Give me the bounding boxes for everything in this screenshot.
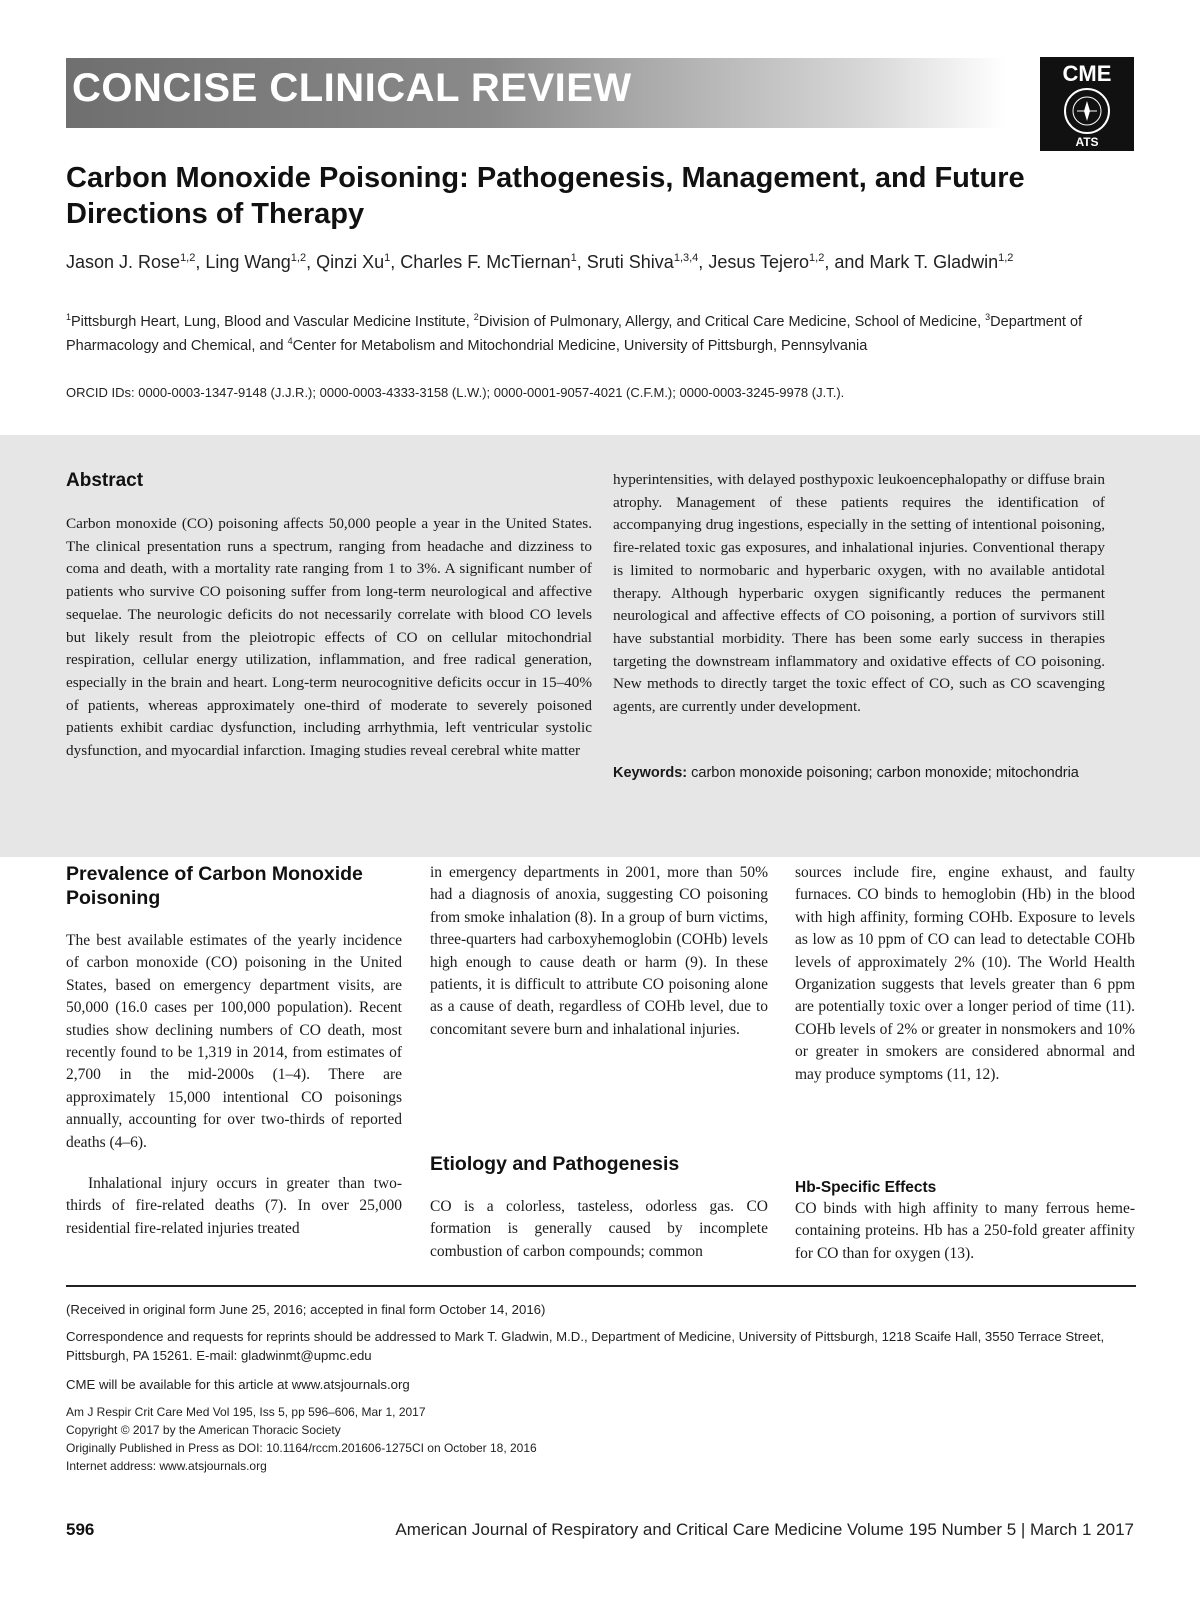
author: Ling Wang$^{1,2}$, <box>205 252 317 272</box>
internet-address: Internet address: www.atsjournals.org <box>66 1459 267 1473</box>
doi-line: Originally Published in Press as DOI: 10.1164/rccm.201606-1275CI on October 18, 2016 <box>66 1441 537 1455</box>
paragraph: Inhalational injury occurs in greater than two-thirds of fire-related deaths (7). In over 25,000 residential fire-related injuries treated <box>66 1175 402 1237</box>
section-heading-etiology: Etiology and Pathogenesis <box>430 1153 680 1175</box>
section-heading-prevalence: Prevalence of Carbon Monoxide Poisoning <box>66 863 363 909</box>
citation-line: Am J Respir Crit Care Med Vol 195, Iss 5, pp 596–606, Mar 1, 2017 <box>66 1405 426 1419</box>
footnote-divider <box>66 1285 1136 1287</box>
abstract-text-col2: hyperintensities, with delayed posthypoxic leukoencephalopathy or diffuse brain atrophy. Management of these patients requires the identification of accompanying drug ingestions, especially in the setting of intentional poisoning, fire-related toxic gas exposures, and inhalational injuries. Conventional therapy is limited to normobaric and hyperbaric oxygen, with no available antidotal therapy. Although hyperbaric oxygen significantly reduces the permanent neurological and affective effects of CO poisoning, a portion of survivors still have substantial morbidity. There has been some early success in therapies targeting the downstream inflammatory and oxidative effects of CO poisoning. New methods to directly target the toxic effect of CO, such as CO scavenging agents, are currently under development. <box>613 471 1105 716</box>
paragraph: in emergency departments in 2001, more than 50% had a diagnosis of anoxia, suggesting CO poisoning from smoke inhalation (8). In a group of burn victims, three-quarters had carboxyhemoglobin (COHb) levels high enough to cause death or harm (9). In these patients, it is difficult to attribute CO poisoning alone as a cause of death, regardless of COHb level, due to concomitant severe burn and inhalational injuries. <box>430 864 768 1038</box>
keywords <box>613 762 1105 785</box>
keywords-list: carbon monoxide poisoning; carbon monoxide; mitochondria <box>687 765 1079 781</box>
paragraph: CO is a colorless, tasteless, odorless gas. CO formation is generally caused by incomplete combustion of carbon compounds; common <box>430 1198 768 1260</box>
section-banner <box>66 58 1006 128</box>
article-title: Carbon Monoxide Poisoning: Pathogenesis, Management, and Future Directions of Therapy <box>66 162 1025 230</box>
author: Charles F. McTiernan$^1$, <box>400 252 587 272</box>
author: Qinzi Xu$^1$, <box>316 252 401 272</box>
svg-text:ATS: ATS <box>1075 135 1099 149</box>
received-dates: (Received in original form June 25, 2016; accepted in final form October 14, 2016) <box>66 1302 546 1317</box>
author: Jason J. Rose$^{1,2}$, <box>66 252 206 272</box>
banner-label: CONCISE CLINICAL REVIEW <box>72 66 632 110</box>
page-number: 596 <box>66 1520 95 1539</box>
keywords-label: Keywords: <box>613 765 688 781</box>
cme-ats-logo <box>1040 57 1134 151</box>
paragraph: The best available estimates of the yearly incidence of carbon monoxide (CO) poisoning in the United States, based on emergency department visits, are 50,000 (16.0 cases per 100,000 population). Recent studies show declining numbers of CO death, most recently found to be 1,319 in 2014, from estimates of 2,700 in the mid-2000s (1–4). There are approximately 15,000 intentional CO poisonings annually, accounting for over two-thirds of reported deaths (4–6). <box>66 932 402 1151</box>
subsection-heading: Hb-Specific Effects <box>795 1179 937 1196</box>
copyright-line: Copyright © 2017 by the American Thoracic Society <box>66 1423 341 1437</box>
affiliations: $^1$Pittsburgh Heart, Lung, Blood and Vascular Medicine Institute, $^2$Division of Pulmonary, Allergy, and Critical Care Medicine, School of Medicine, $^3$Department of Pharmacology and Chemical, and $^4$Center for Metabolism and Mitochondrial Medicine, University of Pittsburgh, Pennsylvania <box>66 312 1083 354</box>
paragraph: CO binds with high affinity to many ferrous heme-containing proteins. Hb has a 250-fold greater affinity for CO than for oxygen (13). <box>795 1200 1135 1262</box>
abstract-heading: Abstract <box>66 470 144 491</box>
journal-footer: American Journal of Respiratory and Critical Care Medicine Volume 195 Number 5 | March 1 2017 <box>395 1520 1134 1539</box>
orcid-ids: ORCID IDs: 0000-0003-1347-9148 (J.J.R.); 0000-0003-4333-3158 (L.W.); 0000-0001-9057-4021 (C.F.M.); 0000-0003-3245-9978 (J.T.). <box>66 385 845 400</box>
author: Sruti Shiva$^{1,3,4}$, <box>586 252 709 272</box>
cme-note: CME will be available for this article at www.atsjournals.org <box>66 1377 410 1392</box>
correspondence-note: Correspondence and requests for reprints should be addressed to Mark T. Gladwin, M.D., Department of Medicine, University of Pittsburgh, 1218 Scaife Hall, 3550 Terrace Street, Pittsburgh, PA 15261. E-mail: gladwinmt@upmc.edu <box>66 1329 1105 1363</box>
author: Mark T. Gladwin$^{1,2}$ <box>869 252 1014 272</box>
author-list <box>66 246 1086 275</box>
author: Jesus Tejero$^{1,2}$, and <box>708 252 870 272</box>
paragraph: sources include fire, engine exhaust, and faulty furnaces. CO binds to hemoglobin (Hb) in the blood with high affinity, forming COHb. Exposure to levels as low as 10 ppm of CO can lead to detectable COHb levels of approximately 2% (10). The World Health Organization suggests that levels greater than 6 ppm are potentially toxic over a longer period of time (11). COHb levels of 2% or greater in nonsmokers and 10% or greater in smokers are considered abnormal and may produce symptoms (11, 12). <box>795 864 1135 1083</box>
abstract-text-col1: Carbon monoxide (CO) poisoning affects 50,000 people a year in the United States. The clinical presentation runs a spectrum, ranging from headache and dizziness to coma and death, with a mortality rate ranging from 1 to 3%. A significant number of patients who survive CO poisoning suffer from long-term neurological and affective sequelae. The neurologic deficits do not necessarily correlate with blood CO levels but likely result from the pleiotropic effects of CO on cellular mitochondrial respiration, cellular energy utilization, inflammation, and free radical generation, especially in the brain and heart. Long-term neurocognitive deficits occur in 15–40% of patients, whereas approximately one-third of moderate to severely poisoned patients exhibit cardiac dysfunction, including arrhythmia, left ventricular systolic dysfunction, and myocardial infarction. Imaging studies reveal cerebral white matter <box>66 515 592 760</box>
svg-text:CME: CME <box>1062 61 1112 86</box>
